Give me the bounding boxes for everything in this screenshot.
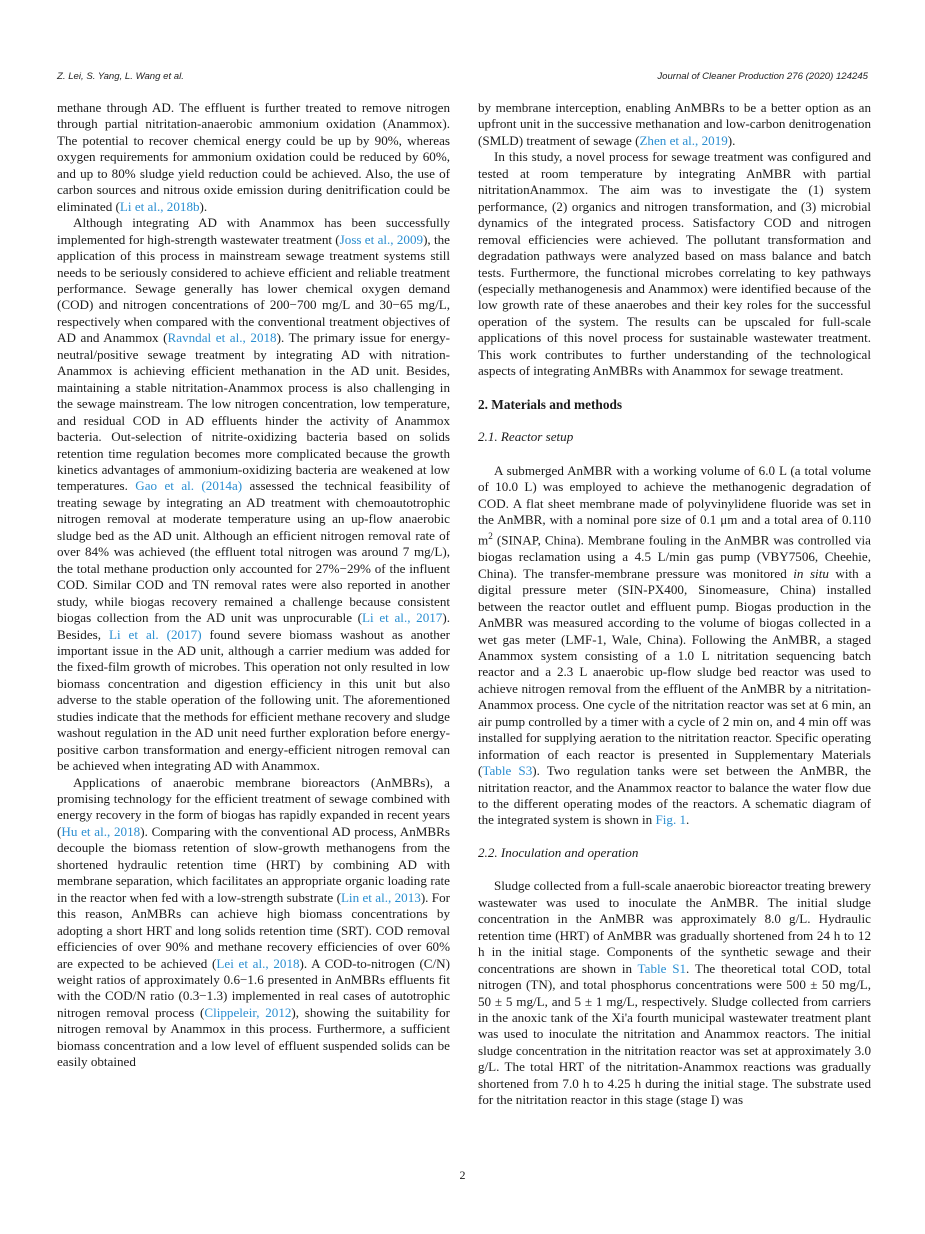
intro-paragraphs xyxy=(478,100,871,380)
text-segment: ), the application of this process in mainstream sewage treatment systems still needs to be seriously considered to achieve efficient and reliable treatment performance. Sewage generally has lower chemical oxygen demand (COD) and nitrogen concentrations of 200−700 mg/L and 30−65 mg/L, respectively when compared with the conventional treatment objectives of AD and Anammox ( xyxy=(57,231,450,346)
text-segment: In this study, a novel process for sewage treatment was configured and tested at room temperature by integrating AnMBR with partial nitritationAnammox. The aim was to investigate the (1) system performance, (2) organics and nitrogen transformation, and (3) microbial dynamics of the integrated process. Satisfactory COD and nitrogen removal efficiencies were achieved. The pollutant transformation and degradation pathways were analyzed based on mass balance and batch tests. Furthermore, the functional microbes correlating to key pathways (especially methanogenesis and Anammox) were identified because of the low growth rate of these anaerobes and their key roles for the successful operation of the system. The results can be upscaled for full-scale applications of this novel process for sustainable wastewater treatment. This work contributes to further understanding of the technological aspects of integrating AnMBRs with Anammox for sewage treatment. xyxy=(478,149,871,379)
text-segment: ). Two regulation tanks were set between the AnMBR, the nitritation reactor, and the Anammox reactor to balance the water flow due to the different operating modes of the reactors. A schematic diagram of the integrated system is shown in xyxy=(478,763,871,828)
text-segment: ). The primary issue for energy-neutral/positive sewage treatment by integrating AD with nitration-Anammox is achieving efficient methanation in the AD unit. Besides, maintaining a stable nitritation-Anammox process is also challenging in the sewage mainstream. The low nitrogen concentration, low temperature, and residual COD in AD effluents hinder the activity of Anammox bacteria. Out-selection of nitrite-oxidizing bacteria based on solids retention time regulation becomes more complicated because the growth kinetics advantages of ammonium-oxidizing bacteria are weakened at low temperatures. xyxy=(57,330,450,494)
text-segment: ). Comparing with the conventional AD process, AnMBRs decouple the biomass retention of slow-growth methanogens from the shortened hydraulic retention time (HRT) by combining AD with membrane separation, which facilitates an appropriate organic loading rate in the reactor when fed with a low-strength substrate ( xyxy=(57,823,450,905)
text-segment: ), showing the suitability for nitrogen removal by Anammox in this process. Furthermore, a sufficient biomass concentration and a low level of effluent suspended solids can be easily obtained xyxy=(57,1004,451,1070)
text-segment: by membrane interception, enabling AnMBRs to be a better option as an upfront unit in the successive methanation and low-carbon denitrogenation (SMLD) treatment of sewage ( xyxy=(478,100,871,148)
paragraph xyxy=(57,775,450,1071)
text-segment: ). xyxy=(199,198,208,214)
running-header-authors: Z. Lei, S. Yang, L. Wang et al. xyxy=(57,71,184,82)
text-segment: Sludge collected from a full-scale anaerobic bioreactor treating brewery wastewater was used to inoculate the AnMBR. The initial sludge concentration in the AnMBR was approximately 8.0 g/L. Hydraulic retention time (HRT) of AnMBR was gradually shortened from 24 h to 12 h in the initial stage. Components of the synthetic sewage and their concentrations are shown in xyxy=(478,878,871,976)
citation-link[interactable]: Li et al., 2018b xyxy=(119,198,200,214)
left-column xyxy=(57,100,450,1071)
text-segment: ). For this reason, AnMBRs can achieve high biomass concentrations by adopting a short HRT and long solids retention time (SRT). COD removal efficiencies of over 90% and methane recovery efficiencies of over 60% are expected to be achieved ( xyxy=(57,889,450,971)
text-segment: ). xyxy=(727,132,736,148)
paragraph xyxy=(478,149,871,379)
paragraph xyxy=(57,215,450,774)
text-segment: A submerged AnMBR with a working volume of 6.0 L (a total volume of 10.0 L) was employed to achieve the methanogenic degradation of COD. A flat sheet membrane made of polyvinylidene fluoride was set in the AnMBR, with a nominal pore size of 0.1 μm and a total area of 0.110 m xyxy=(478,462,871,548)
right-column xyxy=(478,100,871,1109)
citation-link[interactable]: Table S1 xyxy=(637,960,687,976)
paragraph xyxy=(478,878,871,1108)
text-segment: assessed the technical feasibility of treating sewage by integrating an AD treatment with chemoautotrophic nitrogen removal at moderate temperature using an up-flow anaerobic sludge bed as the AD unit. Although an efficient nitrogen removal rate of over 84% was achieved (the effluent total nitrogen was around 7 mg/L), the total methane production only accounted for 27%−29% of the influent COD. Similar COD and TN removal rates were also reported in another study, while biogas recovery remained a challenge because consistent biogas collection from the AD unit was unprocurable ( xyxy=(57,478,450,626)
citation-link[interactable]: Clippeleir, 2012 xyxy=(204,1004,292,1020)
superscript: 2 xyxy=(488,531,493,542)
text-segment: . The theoretical total COD, total nitrogen (TN), and total phosphorus concentrations were 500 ± 50 mg/L, 50 ± 5 mg/L, and 5 ± 1 mg/L, respectively. Sludge collected from carriers in the anoxic tank of the Xi'a fourth municipal wastewater treatment plant was used to inoculate the nitritation and Anammox reactors. The initial sludge concentration in the nitritation reactor was set at approximately 3.0 g/L. The total HRT of the nitritation-Anammox reactions was gradually shortened from 7.0 h to 4.25 h during the initial stage. The substrate used for the nitritation reactor in this stage (stage I) was xyxy=(478,960,871,1108)
text-segment: found severe biomass washout as another important issue in the AD unit, although a carrier medium was added for the fixed-film growth of microbes. This operation not only resulted in low biomass concentration and digestion efficiency in this unit but also adverse to the stable operation of the following unit. The aforementioned studies indicate that the methods for efficient methane recovery and sludge washout regulation in the AD unit need further exploration before energy-positive carbon transformation and energy-efficient nitrogen removal can be achieved when integrating AD with Anammox. xyxy=(57,626,451,774)
text-segment: (SINAP, China). Membrane fouling in the AnMBR was controlled via biogas reclamation using a 4.5 L/min gas pump (VBY7506, Cheehie, China). The transfer-membrane pressure was monitored xyxy=(478,532,871,581)
citation-link[interactable]: Lei et al., 2018 xyxy=(216,955,300,971)
citation-link[interactable]: Gao et al. (2014a) xyxy=(135,478,243,494)
text-segment: . xyxy=(686,812,690,828)
inoculation-paragraphs xyxy=(478,878,871,1108)
reactor-setup-paragraphs xyxy=(478,463,871,829)
page-number: 2 xyxy=(459,1168,466,1182)
text-segment: Although integrating AD with Anammox has been successfully implemented for high-strength wastewater treatment ( xyxy=(57,215,450,247)
subsection-heading-reactor-setup: 2.1. Reactor setup xyxy=(478,429,574,445)
citation-link[interactable]: Li et al. (2017) xyxy=(108,626,202,642)
text-segment: in situ xyxy=(793,565,829,581)
citation-link[interactable]: Lin et al., 2013 xyxy=(340,889,421,905)
citation-link[interactable]: Joss et al., 2009 xyxy=(339,231,424,247)
subsection-heading-inoculation: 2.2. Inoculation and operation xyxy=(478,844,639,860)
text-segment: ). A COD-to-nitrogen (C/N) weight ratios of approximately 0.6−1.6 presented in AnMBRs effluents fit with the COD/N ratio (0.3−1.3) implemented in real cases of autotrophic nitrogen removal process ( xyxy=(57,955,450,1020)
paragraph xyxy=(478,463,871,829)
text-segment: methane through AD. The effluent is further treated to remove nitrogen through partial nitritation-anaerobic ammonium oxidation (Anammox). The potential to recover chemical energy could be up by 90%, whereas oxygen requirements for ammonium oxidation could be reduced by 60%, and up to 80% sludge yield reduction could be achieved. Also, the use of carbon sources and nitrous oxide emission during denitrification could be eliminated ( xyxy=(57,100,450,214)
section-heading: 2. Materials and methods xyxy=(478,396,623,412)
citation-link[interactable]: Li et al., 2017 xyxy=(362,610,443,626)
text-segment: with a digital pressure meter (SIN-PX400, Sinomeasure, China) installed between the reactor outlet and effluent pump. Biogas production in the AnMBR was measured according to the volume of biogas collected in a wet gas meter (LMF-1, Wale, China). Following the AnMBR, a staged Anammox system consisting of a 1.0 L nitritation sequencing batch reactor and a 2.3 L anaerobic up-flow sludge bed reactor was used to achieve nitrogen removal from the effluent of the AnMBR by a nitritation-Anammox process. One cycle of the nitritation reactor was set at 6 min, an air pump controlled by a timer with a cycle of 2 min on, and 4 min off was installed for supplying aeration to the nitritation reactor. Specific operating information of each reactor is presented in Supplementary Materials ( xyxy=(478,565,872,779)
text-segment: Applications of anaerobic membrane bioreactors (AnMBRs), a promising technology for the efficient treatment of sewage combined with energy recovery in the form of biogas has rapidly expanded in recent years ( xyxy=(57,774,450,839)
running-header-journal: Journal of Cleaner Production 276 (2020) 124245 xyxy=(657,71,868,82)
text-segment: ). Besides, xyxy=(57,610,450,642)
citation-link[interactable]: Hu et al., 2018 xyxy=(61,823,141,839)
citation-link[interactable]: Table S3 xyxy=(482,763,533,779)
paragraph xyxy=(57,100,450,215)
citation-link[interactable]: Fig. 1 xyxy=(655,812,687,828)
citation-link[interactable]: Zhen et al., 2019 xyxy=(639,132,728,148)
paragraph xyxy=(478,100,871,149)
citation-link[interactable]: Ravndal et al., 2018 xyxy=(167,330,277,346)
